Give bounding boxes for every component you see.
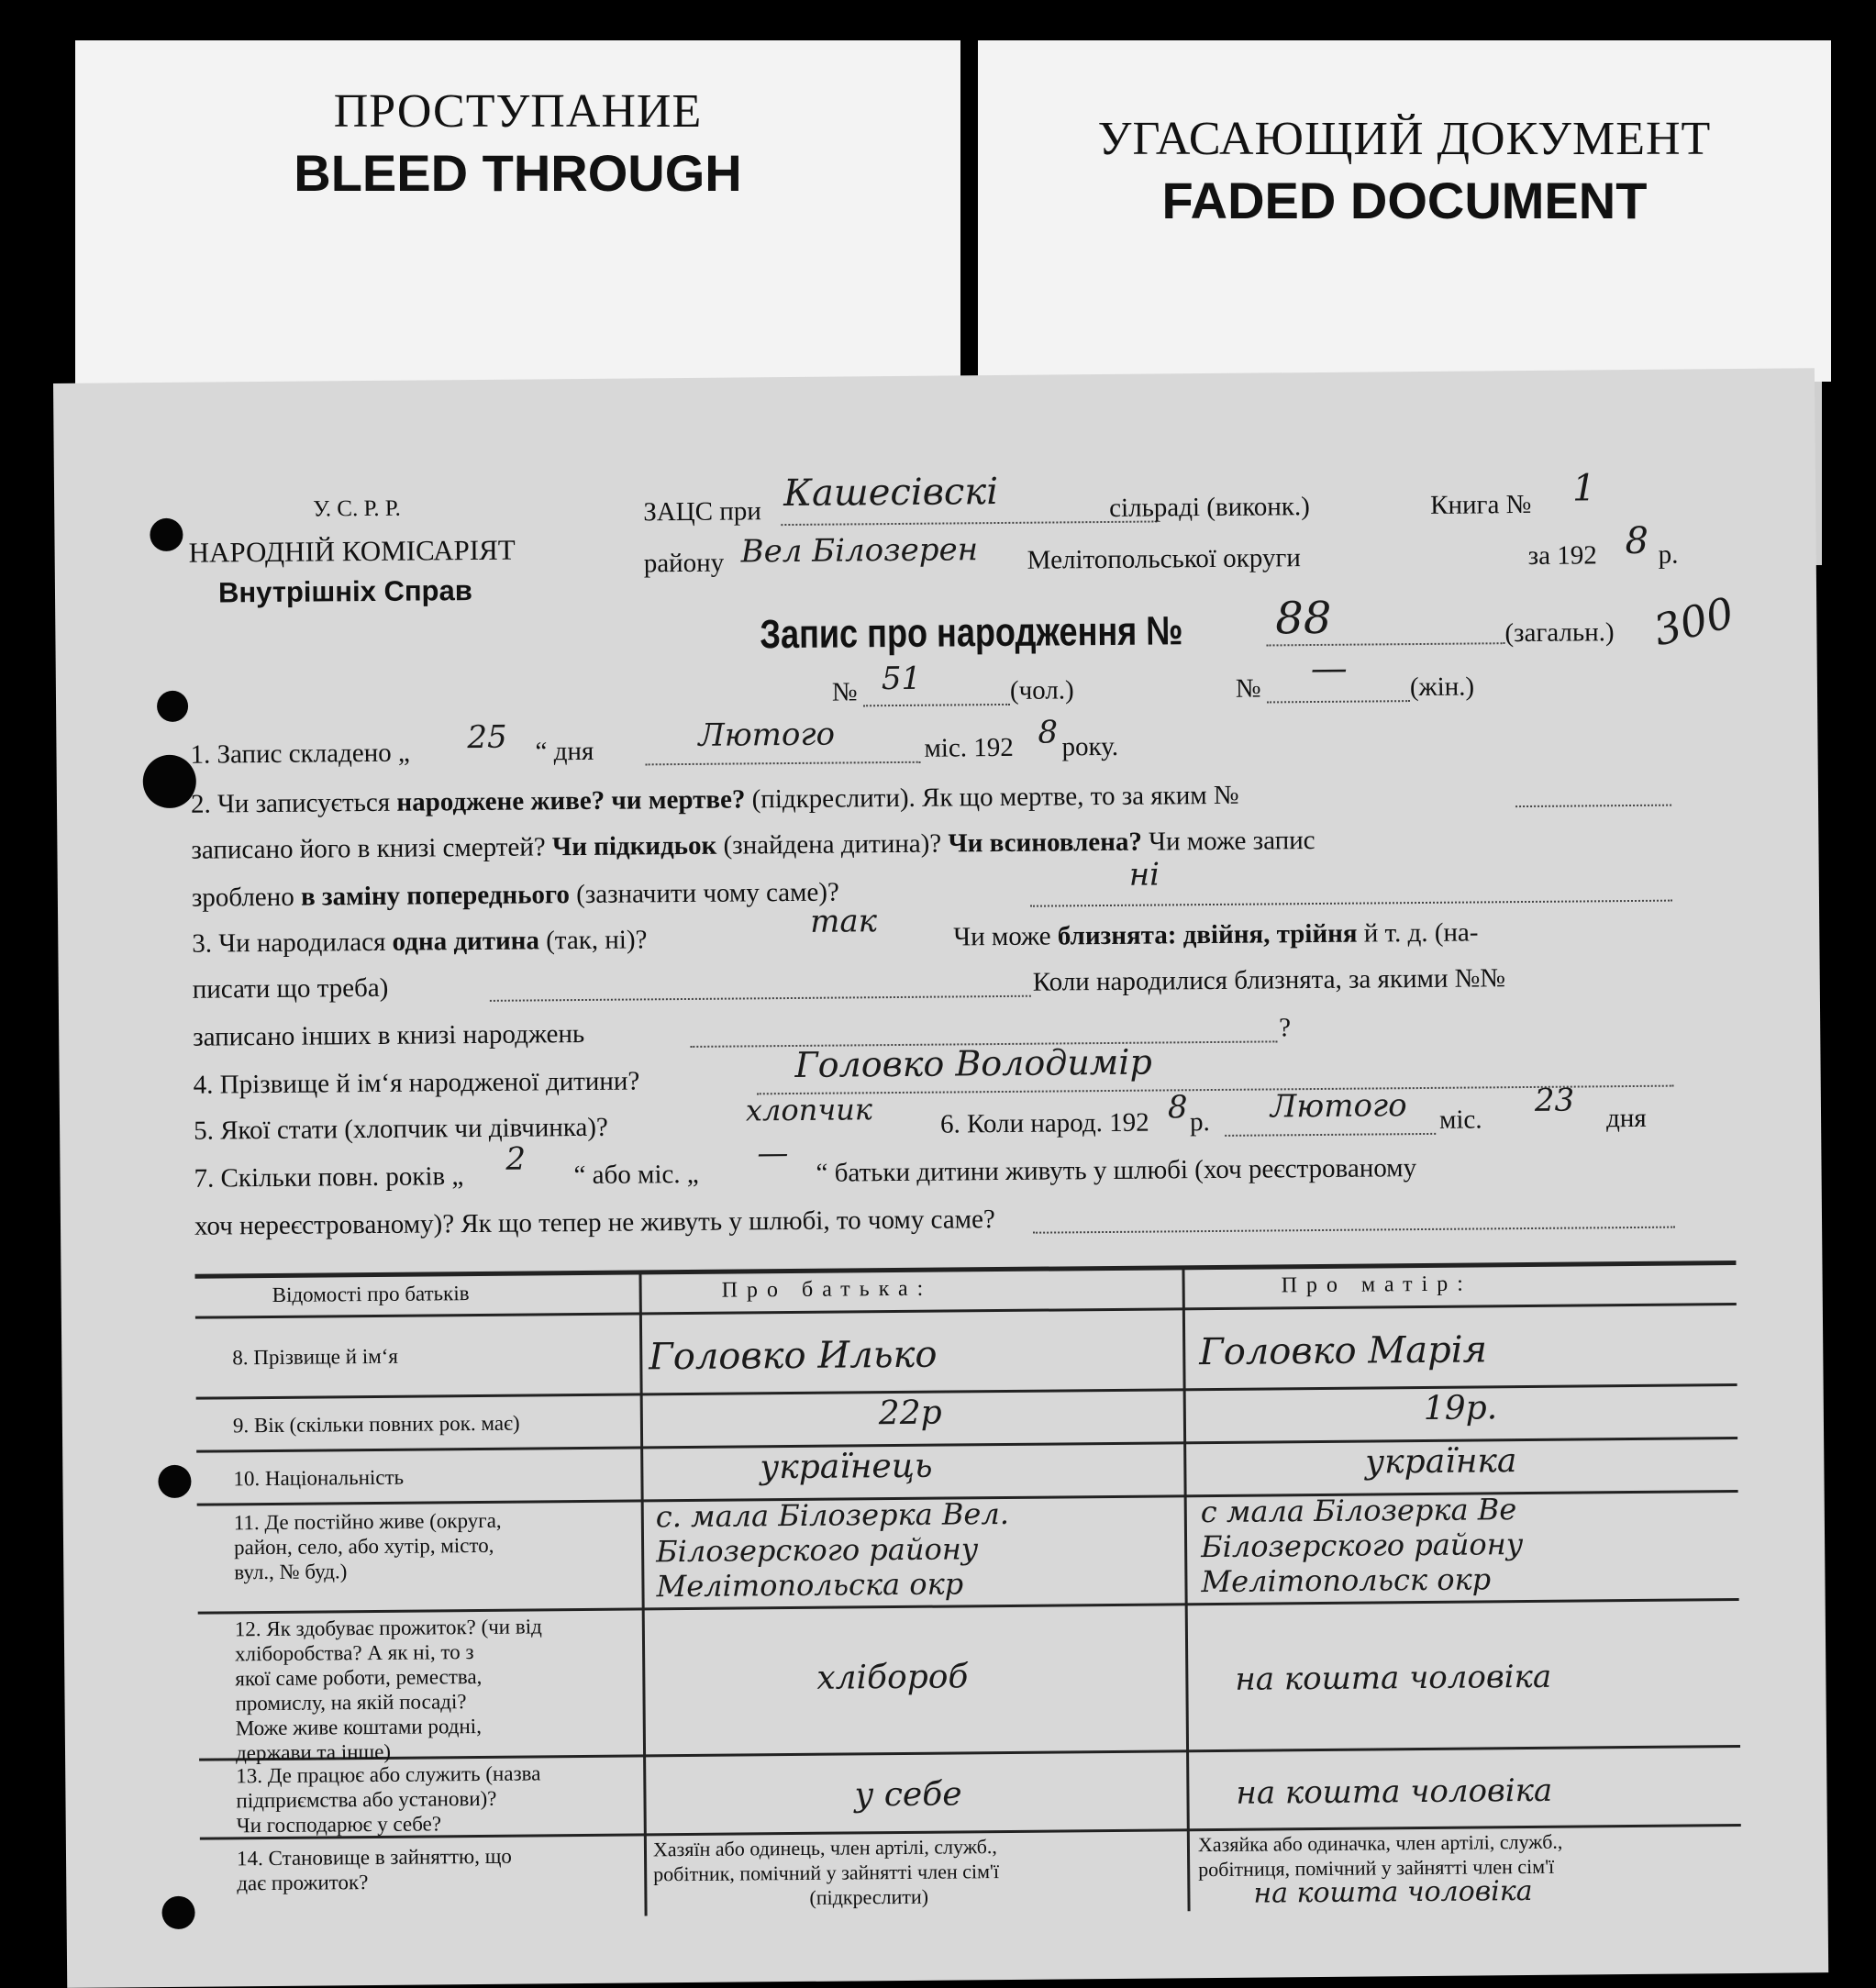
- dotted-line: [1515, 805, 1671, 807]
- q2-text-f: Чи підкидьок: [551, 830, 717, 862]
- q2-line3: [192, 878, 839, 914]
- q2-text-g: (знайдена дитина)?: [723, 828, 942, 861]
- q6-text: 6. Коли народ. 192: [939, 1107, 1149, 1139]
- bleed-through-label-en: BLEED THROUGH: [294, 144, 742, 202]
- book-label: Книга №: [1430, 489, 1532, 520]
- punch-hole: [157, 691, 188, 722]
- total-label: (загальн.): [1504, 617, 1615, 649]
- book-number: 1: [1571, 467, 1596, 510]
- table-rule: [1182, 1269, 1190, 1911]
- q7-months: —: [757, 1135, 789, 1172]
- q2-text-a: 2. Чи записується: [190, 787, 391, 819]
- q5-text: 5. Якої стати (хлопчик чи дівчинка)?: [193, 1112, 609, 1146]
- q3-text-f: й т. д. (на-: [1363, 917, 1479, 949]
- bleed-through-target: [75, 40, 960, 421]
- female-no-label: №: [1235, 673, 1261, 704]
- mother-livelihood: на кошта чоловіка: [1235, 1658, 1552, 1698]
- mother-age: 19р.: [1423, 1389, 1498, 1428]
- q3-answer: так: [809, 903, 878, 940]
- okrug-label: Мелітопольської округи: [1027, 543, 1301, 575]
- q6-year: 8: [1167, 1089, 1188, 1127]
- dotted-line: [1033, 1227, 1675, 1234]
- row-label: 13. Де працює або служить (назва підприємства або установи)? Чи господарює у себе?: [236, 1761, 541, 1838]
- q2-text-d: (підкреслити). Як що мертве, то за яким №: [751, 780, 1239, 815]
- dotted-line: [781, 521, 1157, 527]
- q3-text-a: 3. Чи народилася: [192, 927, 386, 959]
- male-label: (чол.): [1009, 675, 1074, 705]
- table-header-info: Відомості про батьків: [272, 1282, 470, 1306]
- father-livelihood: хлібороб: [816, 1658, 969, 1697]
- mother-name: Головко Марія: [1199, 1328, 1488, 1374]
- q3-text-j: ?: [1279, 1013, 1292, 1043]
- q1-month: Лютого: [698, 716, 836, 754]
- mother-occupation-note: на кошта чоловіка: [1253, 1874, 1533, 1910]
- q2-text-b: народжене живе?: [396, 785, 605, 817]
- punch-hole: [143, 755, 197, 809]
- punch-hole: [158, 1465, 191, 1498]
- faded-document-label-ru: УГАСАЮЩИЙ ДОКУМЕНТ: [1097, 113, 1712, 165]
- mother-occupation-options: Хазяйка або одиначка, член артілі, служб., робітниця, помічний у зайнятті член сім'ї на кошта чоловіка: [1197, 1829, 1563, 1910]
- q3-text-e: близнята: двійня, трійня: [1057, 918, 1358, 951]
- q1-text-b: “ дня: [535, 736, 594, 767]
- commissariat-label: НАРОДНІЙ КОМІСАРІЯТ: [188, 533, 516, 569]
- district-prefix: району: [643, 548, 725, 579]
- q2-text-c: чи мертве?: [611, 784, 746, 816]
- father-nationality: українець: [760, 1447, 933, 1487]
- faded-document-label-en: FADED DOCUMENT: [1161, 172, 1648, 229]
- q7-years: 2: [505, 1140, 527, 1178]
- q3-line1-right: [953, 917, 1478, 952]
- child-name: Головко Володимір: [794, 1041, 1152, 1085]
- q1-text-a: 1. Запис складено „: [190, 738, 410, 770]
- q3-text-d: Чи може: [953, 921, 1051, 952]
- father-workplace: у себе: [854, 1775, 962, 1815]
- q2-text-k: в заміну попереднього: [300, 880, 571, 912]
- faded-document-target: [978, 40, 1831, 382]
- q2-text-h: Чи всиновлена?: [948, 827, 1143, 859]
- year-digit: 8: [1625, 519, 1649, 563]
- female-label: (жін.): [1409, 672, 1475, 703]
- dotted-line: [863, 704, 1010, 706]
- father-name: Головко Илько: [649, 1333, 938, 1379]
- q1-day: 25: [467, 718, 507, 757]
- year-suffix: р.: [1658, 539, 1679, 570]
- q7-text-b: “ або міс. „: [573, 1159, 699, 1191]
- q6-mis: міс.: [1438, 1105, 1482, 1135]
- q6-dnya: дня: [1605, 1103, 1647, 1134]
- q7-text-a: 7. Скільки повн. років „: [194, 1161, 464, 1194]
- q1-year: 8: [1038, 714, 1059, 751]
- q3-text-i: записано інших в книзі народжень: [193, 1018, 585, 1052]
- row-label: 8. Прізвище й ім‘я: [232, 1344, 399, 1370]
- q3-text-b: одна дитина: [392, 926, 540, 957]
- father-age: 22р: [878, 1394, 942, 1433]
- punch-hole: [161, 1896, 194, 1929]
- record-number: 88: [1275, 592, 1332, 645]
- dotted-line: [1030, 900, 1672, 907]
- zags-village: Кашесівскі: [783, 471, 999, 516]
- male-no-label: №: [831, 677, 858, 707]
- q3-text-c: (так, ні)?: [546, 925, 648, 956]
- margin-note: 300: [1648, 587, 1739, 656]
- table-header-father: Про батька:: [721, 1276, 933, 1303]
- row-label: 11. Де постійно живе (округа, район, село, або хутір, місто, вул., № буд.): [233, 1508, 502, 1584]
- ussr-label: У. С. Р. Р.: [313, 495, 401, 522]
- row-label: 12. Як здобуває прожиток? (чи від хліборобства? А як ні, то з якої саме роботи, ремества, промислу, на якій посаді? Може живе коштами родні, держави та інше): [234, 1615, 542, 1765]
- q2-text-e: записано його в книзі смертей?: [191, 832, 546, 865]
- table-rule: [638, 1273, 647, 1916]
- dotted-line: [490, 995, 1031, 1002]
- q4-text: 4. Прізвище й ім‘я народженої дитини?: [193, 1066, 640, 1100]
- q6-month: Лютого: [1270, 1087, 1407, 1126]
- q2-text-l: (зазначити чому саме)?: [576, 877, 839, 910]
- record-title: Запис про народження №: [760, 608, 1183, 658]
- father-occupation-options: Хазяїн або одинець, член артілі, служб., робітник, помічний у зайнятті член сім'ї (підкреслити): [652, 1835, 1000, 1909]
- q3-text-g: писати що треба): [192, 972, 389, 1005]
- q2-text-i: Чи може запис: [1149, 826, 1315, 857]
- dotted-line: [646, 761, 921, 766]
- mother-workplace: на кошта чоловіка: [1236, 1771, 1553, 1812]
- dotted-line: [1267, 700, 1410, 703]
- birth-record-form: [53, 368, 1828, 1988]
- q7-text-d: хоч нереєстрованому)? Як що тепер не живуть у шлюбі, то чому саме?: [194, 1205, 995, 1241]
- row-label: 10. Національність: [233, 1465, 405, 1491]
- q2-line1: [191, 781, 1239, 820]
- q1-text-d: року.: [1061, 731, 1119, 762]
- row-label: 9. Вік (скільки повних рок. має): [232, 1411, 520, 1438]
- q2-text-j: зроблено: [191, 882, 294, 913]
- bleed-through-label-ru: ПРОСТУПАНИЕ: [333, 85, 703, 138]
- internal-affairs-label: Внутрішніх Справ: [217, 574, 472, 609]
- mother-residence: с мала Білозерка Ве Білозерского району Мелітопольск окр: [1200, 1492, 1524, 1600]
- male-number: 51: [881, 660, 922, 698]
- q1-text-c: міс. 192: [924, 732, 1014, 763]
- table-rule: [194, 1261, 1736, 1279]
- child-sex: хлопчик: [745, 1092, 873, 1128]
- table-rule: [196, 1383, 1737, 1400]
- mother-nationality: українка: [1365, 1442, 1517, 1482]
- q6-day: 23: [1534, 1082, 1575, 1119]
- year-prefix: за 192: [1527, 540, 1597, 571]
- q6-r: р.: [1189, 1107, 1210, 1138]
- dotted-line: [1225, 1133, 1436, 1137]
- q3-line1-left: [192, 925, 647, 959]
- row-label: 14. Становище в зайняттю, що дає прожиток?: [236, 1844, 512, 1895]
- table-header-mother: Про матір:: [1281, 1272, 1472, 1298]
- council-label: сільраді (виконк.): [1109, 492, 1310, 523]
- father-residence: с. мала Білозерка Вел. Білозерского району Мелітопольска окр: [655, 1495, 1010, 1605]
- punch-hole: [150, 518, 183, 551]
- zags-prefix: ЗАЦС при: [643, 496, 761, 528]
- district-value: Вел Білозерен: [740, 531, 979, 571]
- q2-answer: ні: [1128, 856, 1160, 894]
- female-number: —: [1310, 647, 1348, 691]
- q3-text-h: Коли народилися близнята, за якими №№: [1032, 963, 1506, 997]
- q7-text-c: “ батьки дитини живуть у шлюбі (хоч реєстрованому: [816, 1153, 1417, 1188]
